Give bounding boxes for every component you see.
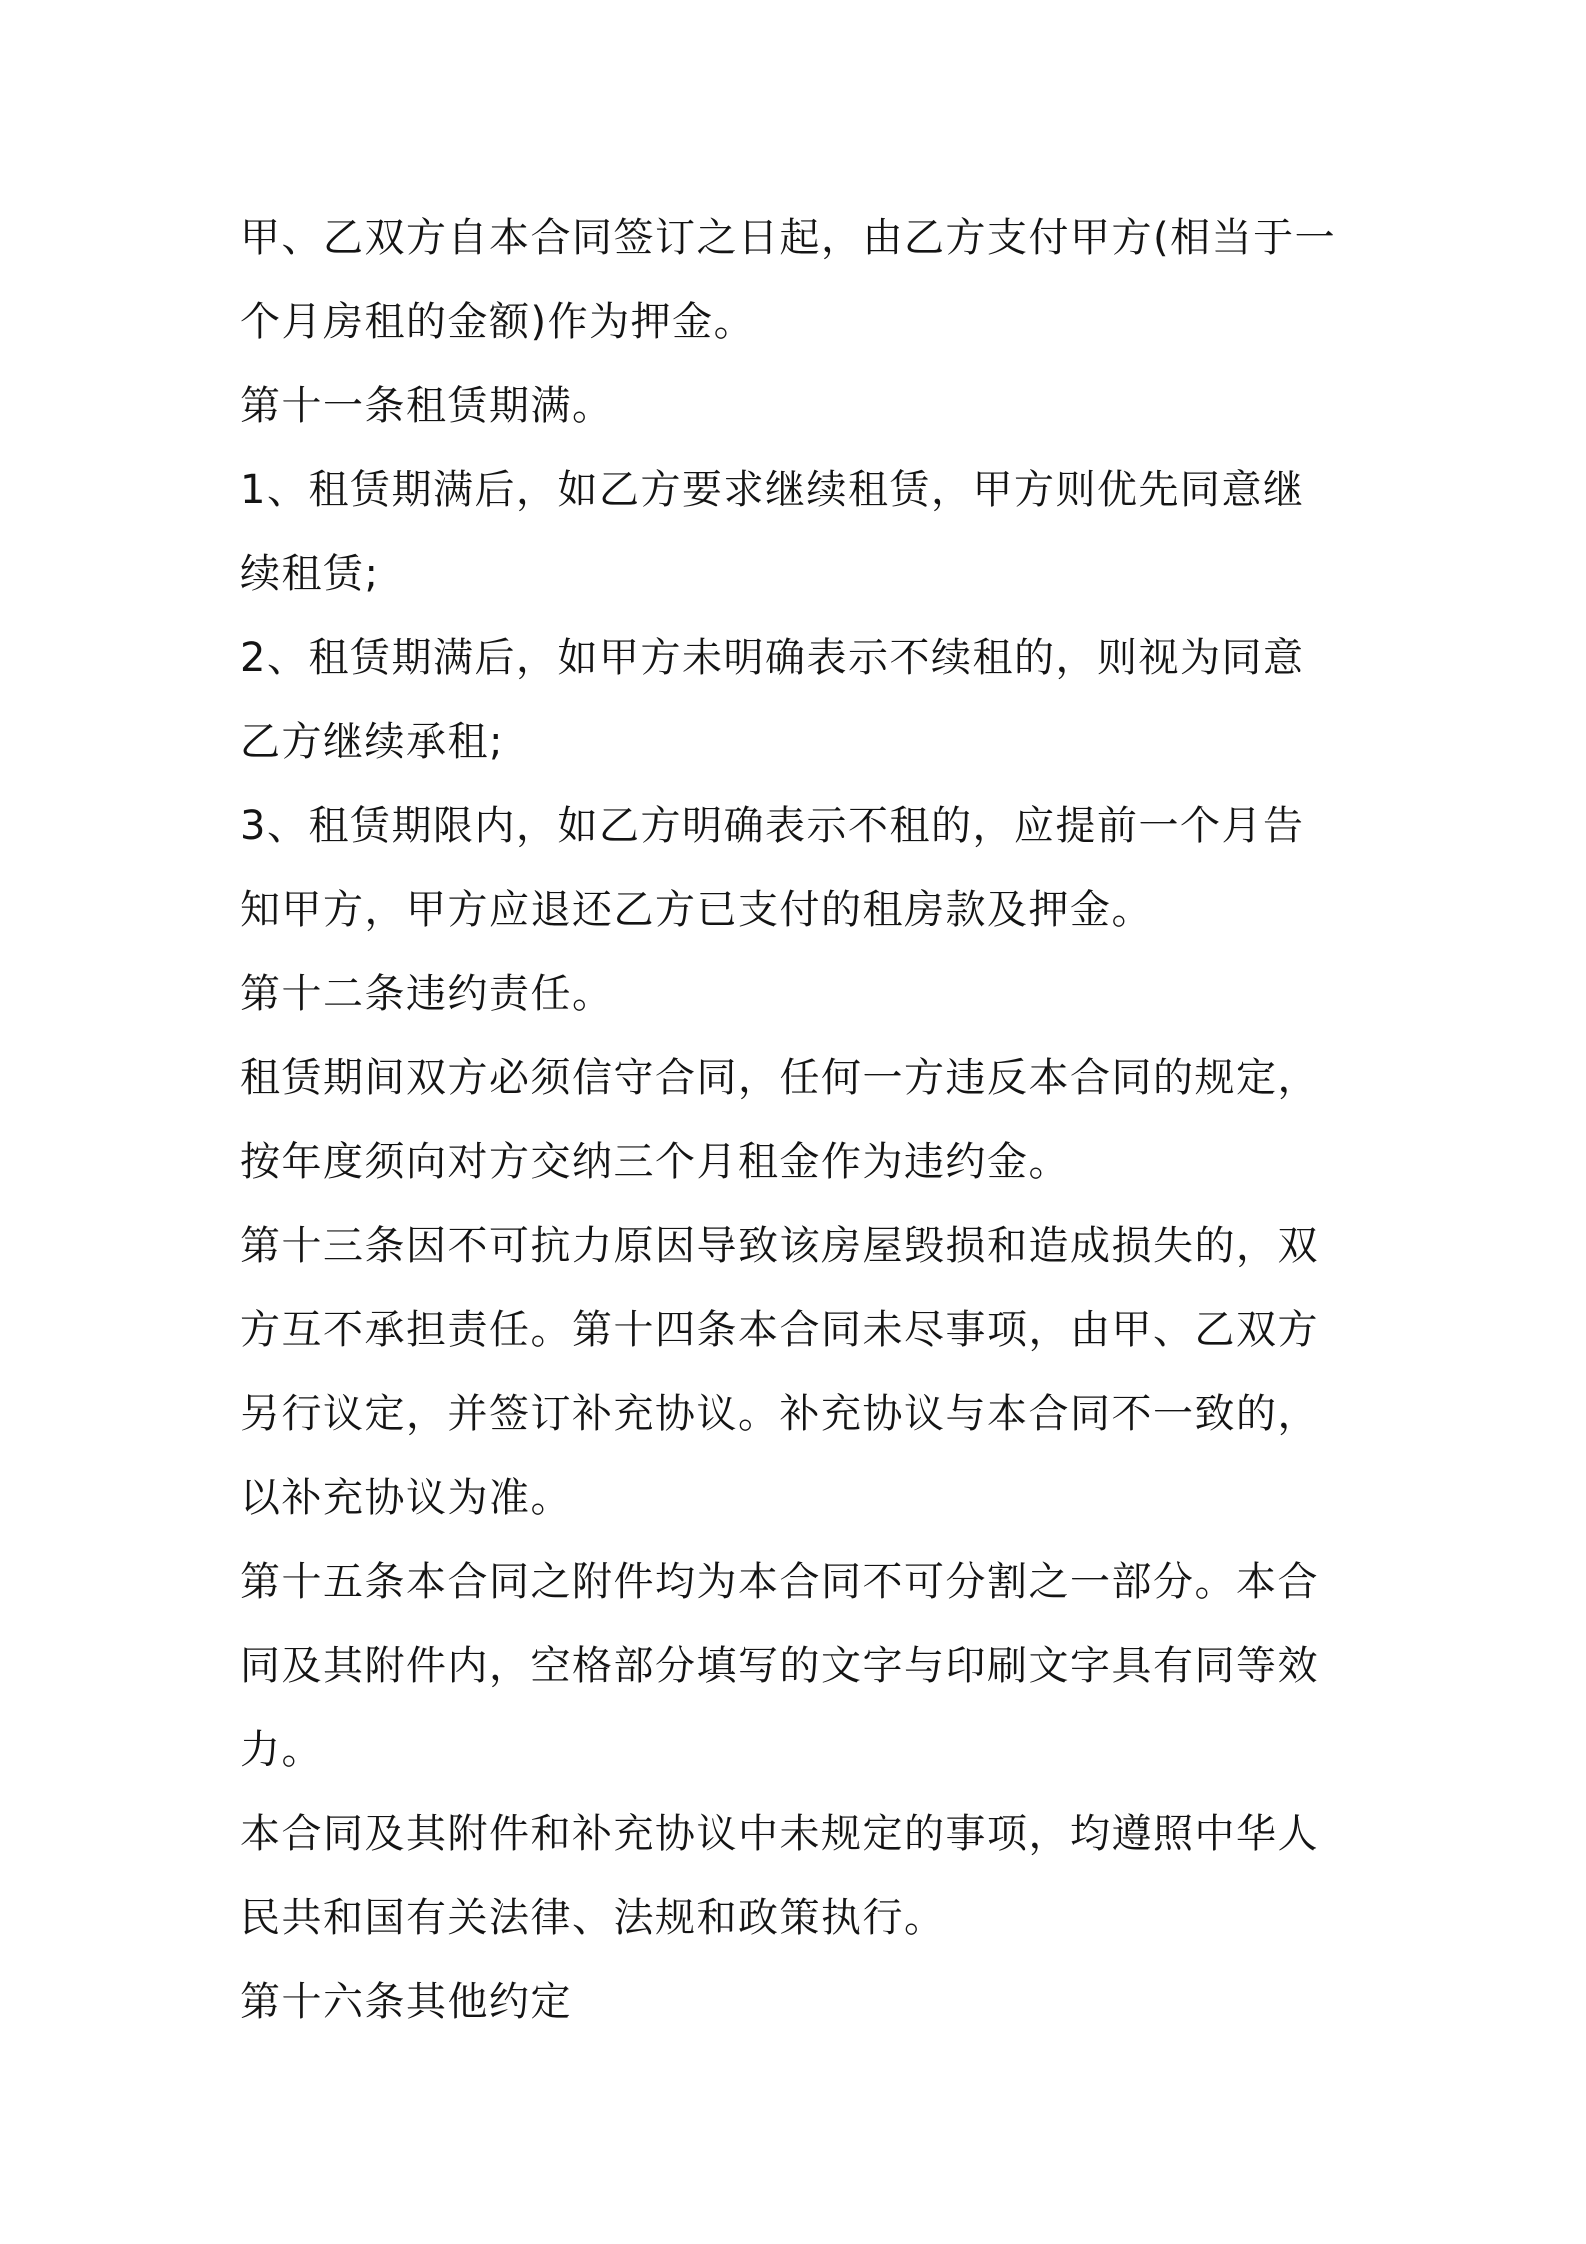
- article-heading: 第十二条违约责任。: [240, 971, 614, 1017]
- text-line: 力。: [240, 1727, 323, 1773]
- text-line: 1、租赁期满后，如乙方要求继续租赁，甲方则优先同意继: [240, 467, 1305, 513]
- text-line: 知甲方，甲方应退还乙方已支付的租房款及押金。: [240, 887, 1153, 933]
- text-line: 同及其附件内，空格部分填写的文字与印刷文字具有同等效: [240, 1643, 1319, 1689]
- text-line: 以补充协议为准。: [240, 1475, 572, 1521]
- article-heading: 第十一条租赁期满。: [240, 383, 614, 429]
- text-line: 按年度须向对方交纳三个月租金作为违约金。: [240, 1139, 1070, 1185]
- text-line: 乙方继续承租;: [240, 719, 504, 765]
- text-line: 个月房租的金额)作为押金。: [240, 299, 756, 345]
- text-line: 3、租赁期限内，如乙方明确表示不租的，应提前一个月告: [240, 803, 1305, 849]
- text-line: 第十三条因不可抗力原因导致该房屋毁损和造成损失的，双: [240, 1223, 1319, 1269]
- text-line: 续租赁;: [240, 551, 380, 597]
- text-line: 2、租赁期满后，如甲方未明确表示不续租的，则视为同意: [240, 635, 1305, 681]
- text-line: 甲、乙双方自本合同签订之日起，由乙方支付甲方(相当于一: [240, 215, 1337, 261]
- contract-text: [240, 196, 1360, 2044]
- text-line: 本合同及其附件和补充协议中未规定的事项，均遵照中华人: [240, 1811, 1319, 1857]
- text-line: 第十五条本合同之附件均为本合同不可分割之一部分。本合: [240, 1559, 1319, 1605]
- text-line: 民共和国有关法律、法规和政策执行。: [240, 1895, 946, 1941]
- text-line: 租赁期间双方必须信守合同，任何一方违反本合同的规定，: [240, 1055, 1319, 1101]
- text-line: 方互不承担责任。第十四条本合同未尽事项，由甲、乙双方: [240, 1307, 1319, 1353]
- text-line: 另行议定，并签订补充协议。补充协议与本合同不一致的，: [240, 1391, 1319, 1437]
- article-heading: 第十六条其他约定: [240, 1979, 572, 2025]
